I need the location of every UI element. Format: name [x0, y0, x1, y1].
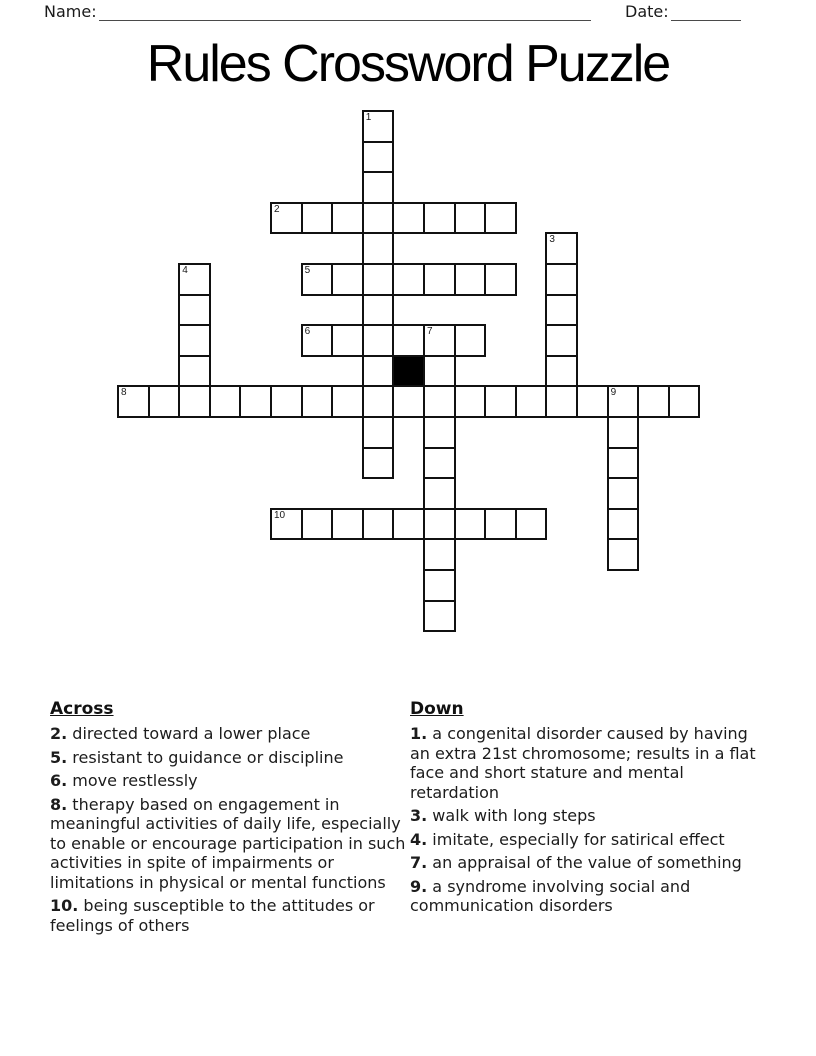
- grid-cell: [607, 447, 640, 480]
- grid-cell: [545, 385, 578, 418]
- grid-cell: [515, 385, 548, 418]
- grid-cell: [423, 538, 456, 571]
- down-heading: Down: [410, 699, 464, 719]
- grid-cell: [545, 324, 578, 357]
- grid-cell: [362, 355, 395, 388]
- grid-cell: [637, 385, 670, 418]
- grid-cell: [301, 263, 334, 296]
- grid-cell: [178, 385, 211, 418]
- grid-cell: [362, 141, 395, 174]
- grid-cell: [362, 171, 395, 204]
- grid-cell: [301, 202, 334, 235]
- grid-cell: [545, 263, 578, 296]
- clue-item-number: 1.: [410, 724, 428, 743]
- clue-item: 7. an appraisal of the value of something: [410, 853, 742, 872]
- grid-cell: [178, 355, 211, 388]
- clue-number: 7: [427, 326, 433, 338]
- grid-cell: [362, 508, 395, 541]
- clue-number: 4: [182, 265, 188, 276]
- clue-number: 5: [304, 265, 311, 276]
- grid-cell: [423, 447, 456, 480]
- grid-cell: [270, 202, 303, 235]
- grid-cell: [362, 416, 395, 449]
- clue-item-number: 9.: [410, 876, 428, 896]
- grid-cell: [362, 385, 395, 418]
- grid-cell: [270, 385, 303, 418]
- grid-cell: [484, 263, 517, 296]
- grid-cell: [178, 324, 211, 357]
- grid-cell: [484, 385, 517, 418]
- grid-cell: [545, 294, 578, 327]
- clue-item-number: 10.: [50, 896, 79, 915]
- grid-cell: [117, 385, 150, 418]
- grid-cell: [362, 202, 395, 235]
- grid-cell: [392, 508, 425, 541]
- grid-cell: [362, 294, 395, 327]
- clue-number: 3: [549, 234, 555, 246]
- grid-cell: [668, 385, 701, 418]
- grid-cell: [576, 385, 609, 418]
- grid-cell: [423, 569, 456, 602]
- grid-cell: [362, 447, 395, 480]
- clue-item-number: 5.: [50, 747, 68, 767]
- clue-number: 6: [304, 326, 311, 338]
- grid-cell: [392, 324, 425, 357]
- grid-cell: [301, 508, 334, 541]
- clue-item-number: 4.: [410, 829, 428, 849]
- grid-cell: [423, 263, 456, 296]
- clue-item: 9. a syndrome involving social and communication disorders: [410, 876, 691, 915]
- clue-item: 6. move restlessly: [50, 771, 198, 790]
- clue-number: 2: [274, 203, 280, 215]
- clue-item-number: 2.: [50, 724, 68, 743]
- grid-cell: [423, 416, 456, 449]
- grid-cell: [392, 263, 425, 296]
- grid-cell: [484, 508, 517, 541]
- clue-item: 2. directed toward a lower place: [50, 724, 311, 743]
- grid-cell: [362, 324, 395, 357]
- grid-cell: [484, 202, 517, 235]
- grid-cell: [607, 416, 640, 449]
- grid-cell: [423, 600, 456, 633]
- clue-item-number: 7.: [410, 853, 428, 872]
- grid-cell: [423, 202, 456, 235]
- grid-cell: [148, 385, 181, 418]
- grid-cell: [423, 508, 456, 541]
- grid-cell: [545, 355, 578, 388]
- grid-cell: [423, 324, 456, 357]
- grid-cell: [331, 508, 364, 541]
- grid-cell: [270, 508, 303, 541]
- grid-cell: [331, 263, 364, 296]
- clue-number: 10: [274, 509, 286, 521]
- grid-cell: [454, 324, 487, 357]
- clue-item-number: 8.: [50, 794, 68, 814]
- grid-cell: [331, 202, 364, 235]
- grid-cell: [607, 385, 640, 418]
- black-cell: [392, 355, 425, 388]
- down-clue-list: [410, 724, 768, 916]
- grid-cell: [607, 508, 640, 541]
- grid-cell: [454, 202, 487, 235]
- grid-cell: [178, 263, 211, 296]
- clue-item-number: 6.: [50, 771, 68, 790]
- date-label: Date:: [625, 2, 669, 21]
- clue-item: 8. therapy based on engagement in meaningful activities of daily life, especially to enable or encourage participation in such activities in spite of impairments or limitations in physical or mental functions: [50, 794, 406, 892]
- grid-cell: [362, 232, 395, 265]
- grid-cell: [515, 508, 548, 541]
- grid-cell: [423, 385, 456, 418]
- grid-cell: [178, 294, 211, 327]
- across-clues-section: [50, 699, 410, 939]
- across-clue-list: [50, 724, 410, 935]
- clue-item: 10. being susceptible to the attitudes or feelings of others: [50, 896, 375, 935]
- grid-cell: [392, 202, 425, 235]
- grid-cell: [209, 385, 242, 418]
- page-title: Rules Crossword Puzzle: [146, 35, 670, 93]
- grid-cell: [301, 324, 334, 357]
- grid-cell: [331, 324, 364, 357]
- across-heading: Across: [50, 699, 114, 719]
- grid-cell: [607, 538, 640, 571]
- grid-cell: [239, 385, 272, 418]
- clue-item: 4. imitate, especially for satirical effect: [410, 829, 725, 849]
- grid-cell: [301, 385, 334, 418]
- clue-item: 3. walk with long steps: [410, 806, 596, 825]
- grid-cell: [607, 477, 640, 510]
- down-clues-section: [410, 699, 768, 920]
- grid-cell: [454, 508, 487, 541]
- clue-number: 1: [365, 112, 372, 123]
- grid-cell: [454, 385, 487, 418]
- grid-cell: [331, 385, 364, 418]
- clue-number: 8: [121, 387, 127, 399]
- grid-cell: [392, 385, 425, 418]
- grid-cell: [423, 477, 456, 510]
- clue-number: 9: [610, 387, 617, 399]
- grid-cell: [454, 263, 487, 296]
- clue-item-number: 3.: [410, 806, 428, 825]
- grid-cell: [423, 355, 456, 388]
- grid-cell: [362, 110, 395, 143]
- grid-cell: [362, 263, 395, 296]
- grid-cell: [545, 232, 578, 265]
- clue-item: 1. a congenital disorder caused by having an extra 21st chromosome; results in a flat face and short stature and mental retardation: [410, 724, 756, 802]
- name-label: Name:: [44, 2, 97, 21]
- clue-item: 5. resistant to guidance or discipline: [50, 747, 344, 767]
